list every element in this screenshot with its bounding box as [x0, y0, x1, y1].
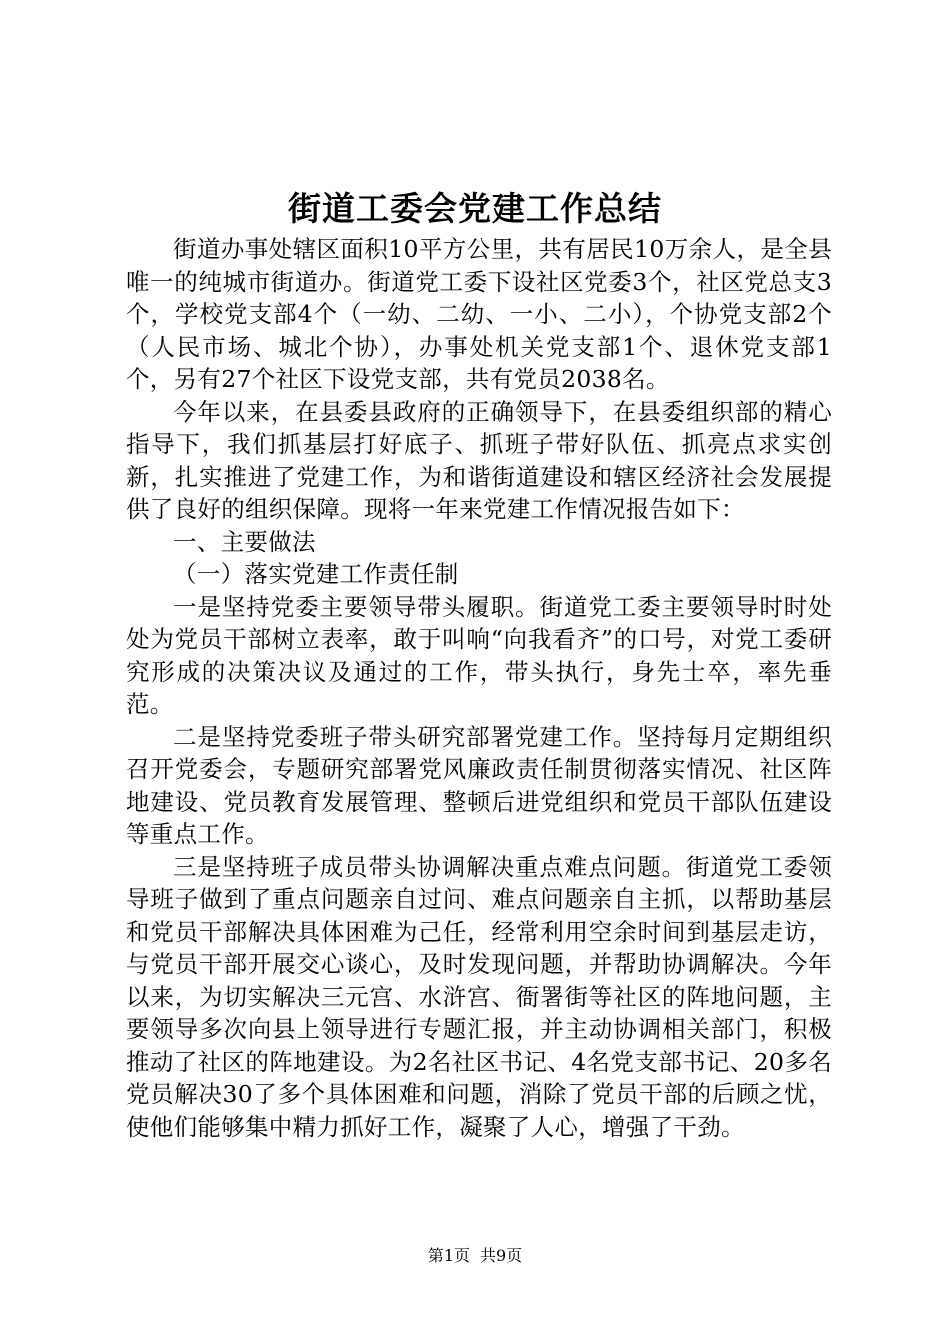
document-title: 街道工委会党建工作总结	[288, 189, 662, 228]
point-one-paragraph: 一是坚持党委主要领导带头履职。街道党工委主要领导时时处处为党员干部树立表率，敢于叫响“向我看齐”的口号，对党工委研究形成的决策决议及通过的工作，带头执行，身先士卒，率先垂范。	[126, 592, 832, 718]
page-number: 第1页	[427, 1246, 470, 1265]
point-two-paragraph: 二是坚持党委班子带头研究部署党建工作。坚持每月定期组织召开党委会，专题研究部署党风廉政责任制贯彻落实情况、社区阵地建设、党员教育发展管理、整顿后进党组织和党员干部队伍建设等重点工作。	[126, 722, 832, 848]
section-heading: 一、主要做法	[173, 527, 316, 556]
page-footer	[0, 1244, 950, 1268]
intro-paragraph: 街道办事处辖区面积10平方公里，共有居民10万余人，是全县唯一的纯城市街道办。街道党工委下设社区党委3个，社区党总支3个，学校党支部4个（一幼、二幼、一小、二小），个协党支部2个（人民市场、城北个协），办事处机关党支部1个、退休党支部1个，另有27个社区下设党支部，共有党员2038名。	[126, 235, 832, 393]
summary-paragraph: 今年以来，在县委县政府的正确领导下，在县委组织部的精心指导下，我们抓基层打好底子、抓班子带好队伍、抓亮点求实创新，扎实推进了党建工作，为和谐街道建设和辖区经济社会发展提供了良好的组织保障。现将一年来党建工作情况报告如下：	[126, 397, 832, 523]
document-body	[126, 233, 832, 1143]
page-total: 共9页	[480, 1246, 523, 1265]
subsection-heading: （一）落实党建工作责任制	[173, 560, 459, 588]
point-three-paragraph: 三是坚持班子成员带头协调解决重点难点问题。街道党工委领导班子做到了重点问题亲自过问、难点问题亲自主抓，以帮助基层和党员干部解决具体困难为己任，经常利用空余时间到基层走访，与党员干部开展交心谈心，及时发现问题，并帮助协调解决。今年以来，为切实解决三元宫、水浒宫、衙署街等社区的阵地问题，主要领导多次向县上领导进行专题汇报，并主动协调相关部门，积极推动了社区的阵地建设。为2名社区书记、4名党支部书记、20多名党员解决30了多个具体困难和问题，消除了党员干部的后顾之忧，使他们能够集中精力抓好工作，凝聚了人心，增强了干劲。	[126, 852, 832, 1141]
